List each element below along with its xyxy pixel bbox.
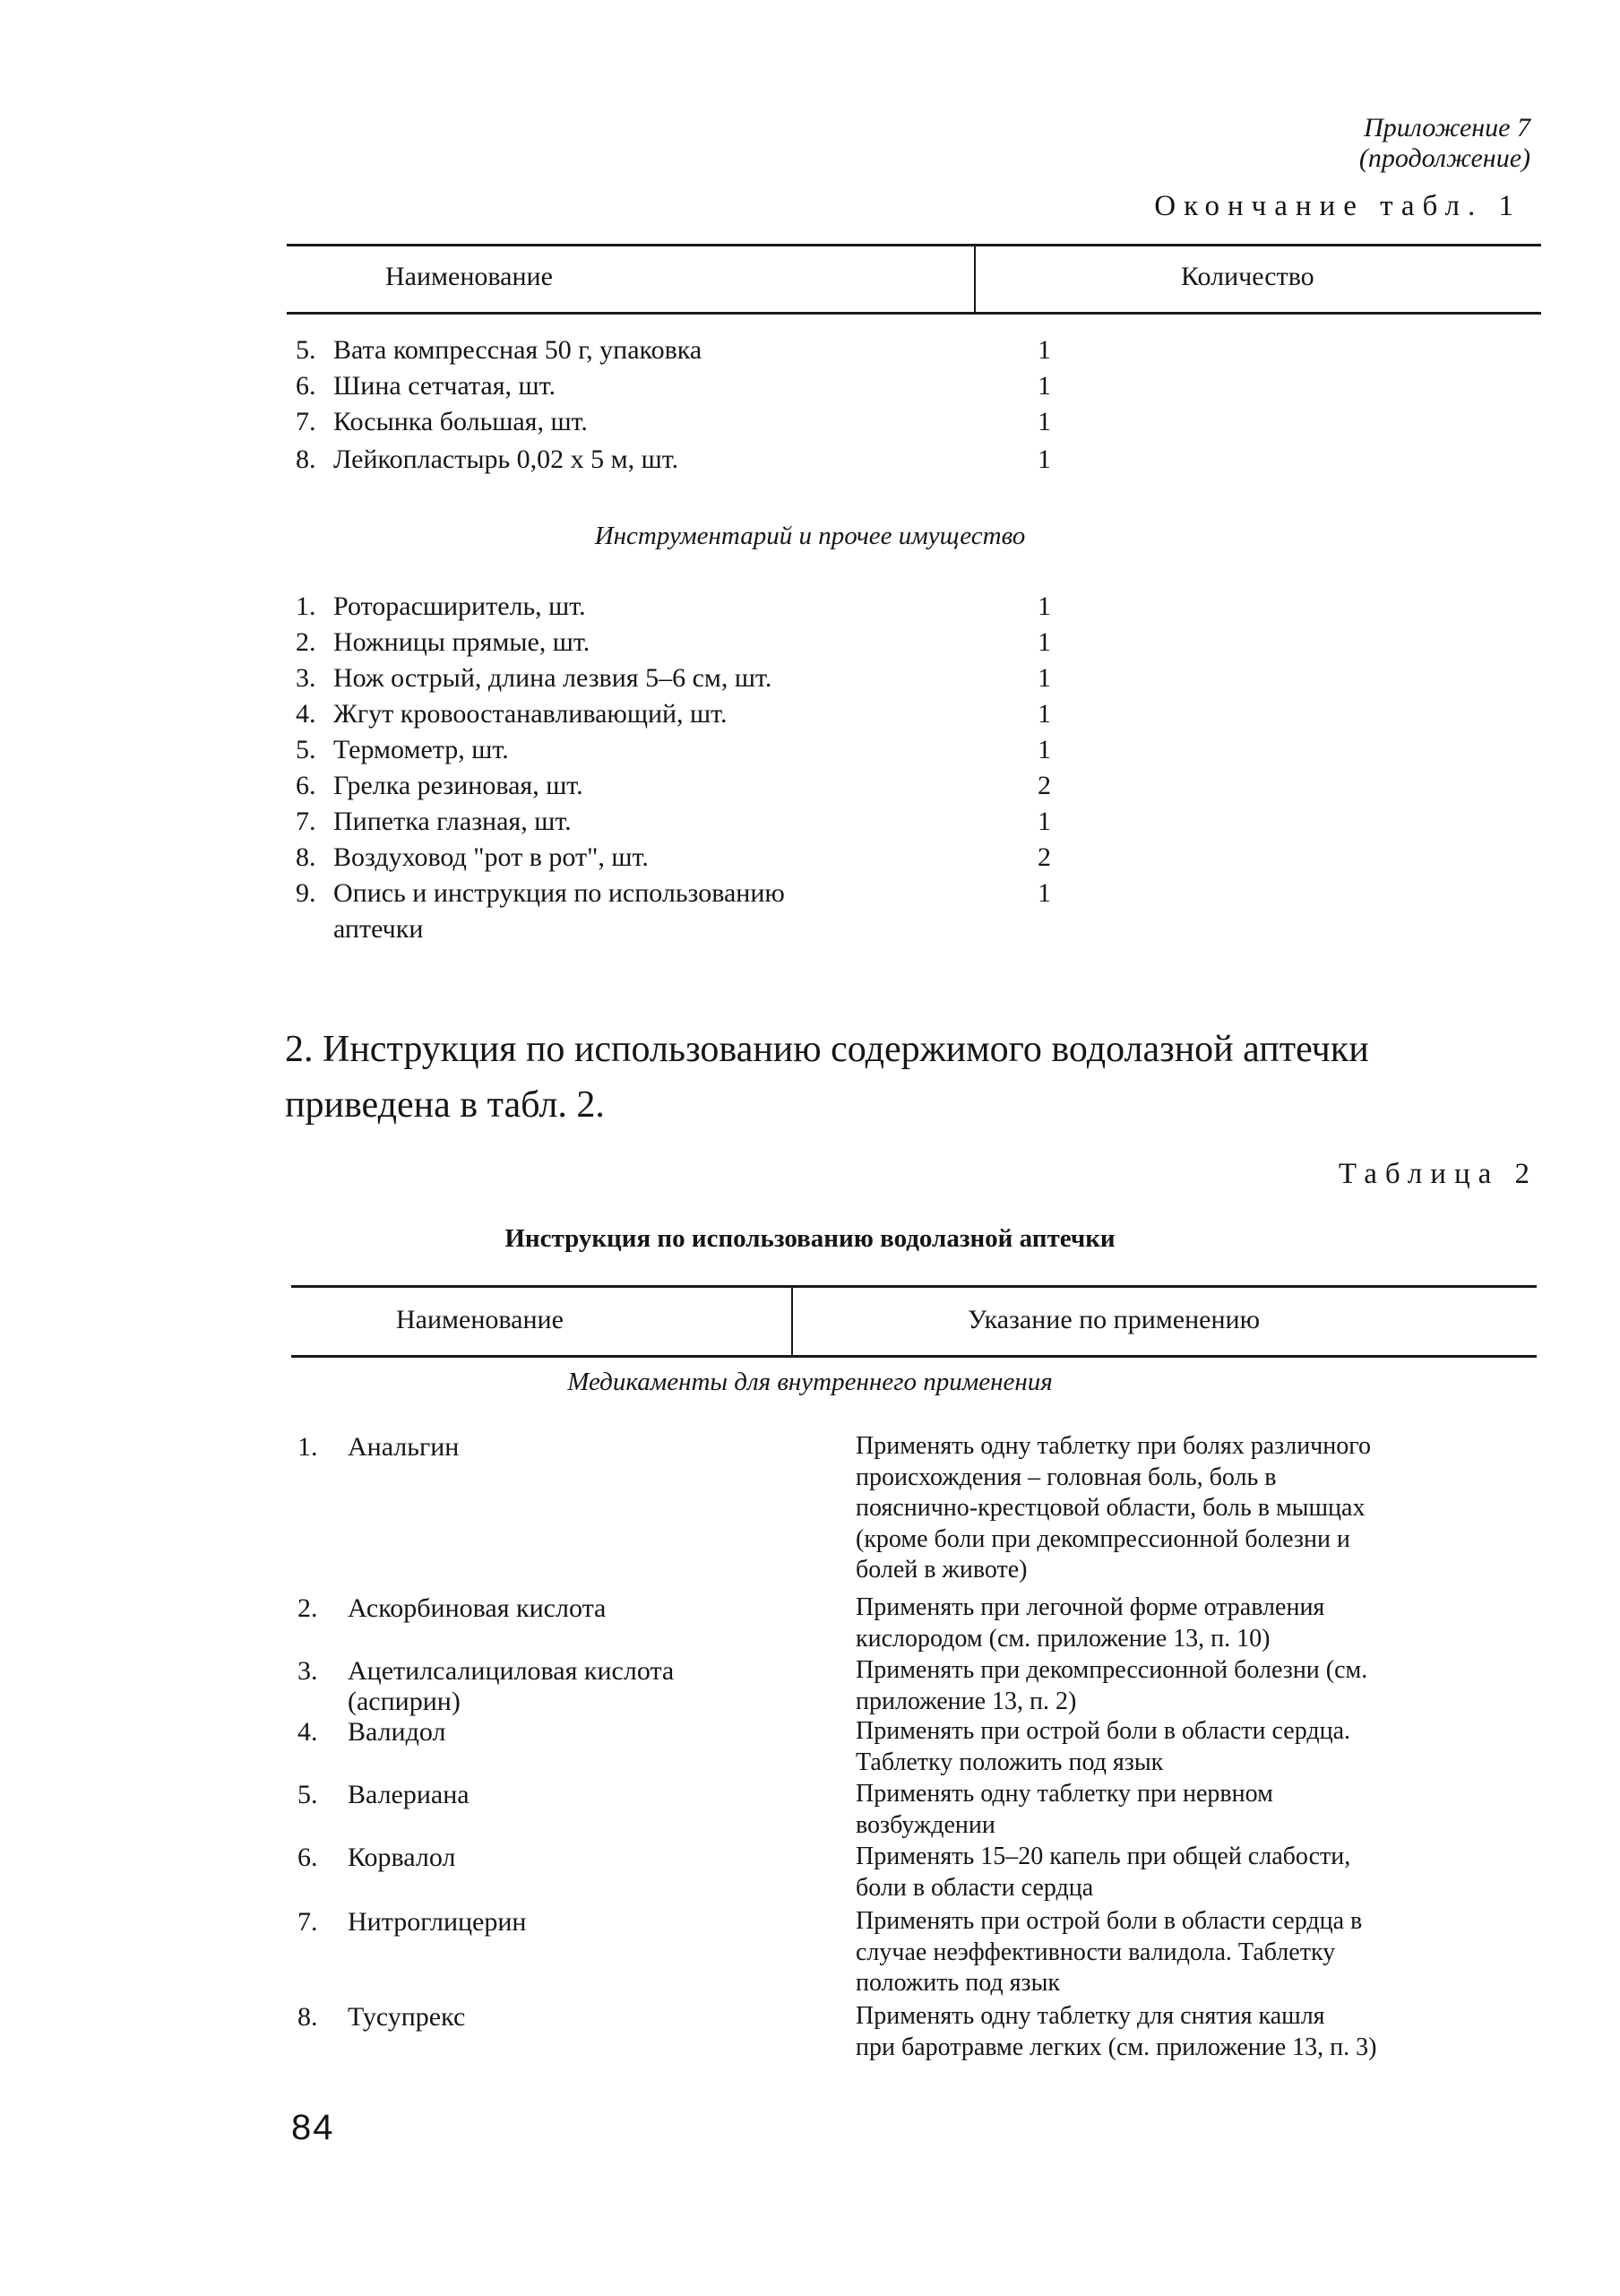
item-name: Лейкопластырь 0,02 х 5 м, шт. — [333, 445, 679, 474]
usage-instruction — [856, 1431, 1510, 1586]
instruction-line: возбуждении — [856, 1810, 995, 1839]
item-name: Роторасширитель, шт. — [333, 591, 586, 621]
item-quantity: 1 — [1038, 627, 1051, 657]
table2-col-instruction-header: Указание по применению — [968, 1305, 1260, 1334]
item-number: 7. — [296, 807, 316, 836]
table1-top-rule — [287, 244, 1541, 246]
body-paragraph: 2. Инструкция по использованию содержимого водолазной аптечки приведена в табл. 2. — [285, 1029, 1369, 1126]
instruction-line: Применять при острой боли в области сердца. — [856, 1717, 1351, 1745]
item-name: Воздуховод "рот в рот", шт. — [333, 842, 649, 872]
section-heading-medicaments: Медикаменты для внутреннего применения — [567, 1368, 1053, 1396]
usage-instruction — [856, 1593, 1510, 1654]
table1-column-divider — [974, 244, 976, 312]
item-quantity: 1 — [1038, 335, 1051, 365]
item-name: Нож острый, длина лезвия 5–6 см, шт. — [333, 663, 772, 693]
instruction-line: Применять одну таблетку при нервном — [856, 1780, 1273, 1808]
instruction-line: случае неэффективности валидола. Таблетку — [856, 1938, 1336, 1966]
appendix-label — [1359, 113, 1530, 174]
appendix-line-2: (продолжение) — [1358, 143, 1530, 173]
drug-name: Анальгин — [348, 1432, 460, 1462]
row-number: 6. — [297, 1843, 318, 1872]
item-number: 7. — [296, 407, 316, 436]
table2-title: Инструкция по использованию водолазной аптечки — [504, 1224, 1116, 1253]
usage-instruction — [856, 2001, 1510, 2063]
instruction-line: Применять одну таблетку для снятия кашля — [856, 2002, 1325, 2030]
item-number: 8. — [296, 445, 316, 474]
drug-name: Валидол — [348, 1717, 446, 1747]
item-name: Косынка большая, шт. — [333, 407, 588, 436]
section-heading-tools: Инструментарий и прочее имущество — [594, 522, 1026, 550]
table2-column-divider — [791, 1285, 793, 1357]
drug-name: Корвалол — [348, 1843, 456, 1872]
row-number: 5. — [297, 1780, 318, 1809]
item-name: Шина сетчатая, шт. — [333, 371, 556, 401]
instruction-line: Применять при декомпрессионной болезни (см. — [856, 1656, 1368, 1684]
table2-top-rule — [291, 1285, 1537, 1288]
item-quantity: 1 — [1038, 445, 1051, 474]
item-quantity: 1 — [1038, 371, 1051, 401]
item-quantity: 1 — [1038, 407, 1051, 436]
item-name-continuation: аптечки — [333, 914, 424, 944]
item-name: Жгут кровоостанавливающий, шт. — [333, 699, 728, 729]
drug-name: Аскорбиновая кислота — [348, 1593, 607, 1623]
instruction-line: положить под язык — [856, 1969, 1061, 1997]
item-quantity: 1 — [1038, 699, 1051, 729]
instruction-line: Применять при острой боли в области сердца в — [856, 1907, 1363, 1935]
table2-header-rule — [291, 1355, 1537, 1358]
item-quantity: 1 — [1038, 663, 1051, 693]
table1-end-caption: Окончание табл. 1 — [1154, 190, 1521, 222]
page-number: 84 — [291, 2108, 335, 2147]
drug-name: Нитроглицерин — [348, 1907, 527, 1937]
instruction-line: (кроме боли при декомпрессионной болезни и — [856, 1524, 1350, 1553]
table1-col-name-header: Наименование — [385, 262, 553, 291]
usage-instruction — [856, 1655, 1510, 1717]
usage-instruction — [856, 1716, 1510, 1778]
row-number: 7. — [297, 1907, 318, 1937]
item-number: 9. — [296, 878, 316, 908]
item-name: Опись и инструкция по использованию — [333, 878, 785, 908]
item-number: 8. — [296, 842, 316, 872]
drug-name: Ацетилсалициловая кислота — [348, 1656, 675, 1686]
instruction-line: Применять одну таблетку при болях различного — [856, 1432, 1372, 1460]
item-name: Термометр, шт. — [333, 735, 509, 764]
item-name: Грелка резиновая, шт. — [333, 771, 583, 800]
instruction-line: боли в области сердца — [856, 1873, 1094, 1902]
table1-header-rule — [287, 312, 1541, 315]
item-quantity: 2 — [1038, 842, 1051, 872]
item-number: 4. — [296, 699, 316, 729]
item-number: 6. — [296, 371, 316, 401]
row-number: 8. — [297, 2002, 318, 2032]
instruction-line: при баротравме легких (см. приложение 13, п. 3) — [856, 2033, 1377, 2061]
instruction-line: пояснично-крестцовой области, боль в мышцах — [856, 1494, 1366, 1522]
item-number: 5. — [296, 735, 316, 764]
instruction-line: болей в животе) — [856, 1556, 1028, 1584]
drug-name: Валериана — [348, 1780, 470, 1809]
item-name: Вата компрессная 50 г, упаковка — [333, 335, 702, 365]
drug-name: Тусупрекс — [348, 2002, 466, 2032]
item-number: 1. — [296, 591, 316, 621]
instruction-line: происхождения – головная боль, боль в — [856, 1463, 1277, 1491]
item-name: Ножницы прямые, шт. — [333, 627, 590, 657]
item-quantity: 1 — [1038, 591, 1051, 621]
item-quantity: 1 — [1038, 807, 1051, 836]
table2-caption: Таблица 2 — [1338, 1158, 1538, 1190]
drug-name-continuation: (аспирин) — [348, 1687, 461, 1716]
row-number: 2. — [297, 1593, 318, 1623]
item-number: 3. — [296, 663, 316, 693]
item-number: 6. — [296, 771, 316, 800]
instruction-line: приложение 13, п. 2) — [856, 1687, 1077, 1715]
usage-instruction — [856, 1842, 1510, 1903]
usage-instruction — [856, 1779, 1510, 1841]
instruction-line: Таблетку положить под язык — [856, 1748, 1164, 1776]
row-number: 3. — [297, 1656, 318, 1686]
instruction-line: кислородом (см. приложение 13, п. 10) — [856, 1624, 1271, 1653]
item-number: 5. — [296, 335, 316, 365]
row-number: 1. — [297, 1432, 318, 1462]
instruction-line: Применять при легочной форме отравления — [856, 1593, 1325, 1621]
table1-col-qty-header: Количество — [1181, 262, 1314, 291]
row-number: 4. — [297, 1717, 318, 1747]
item-quantity: 2 — [1038, 771, 1051, 800]
instruction-line: Применять 15–20 капель при общей слабости, — [856, 1843, 1351, 1870]
usage-instruction — [856, 1906, 1510, 1999]
table2-col-name-header: Наименование — [396, 1305, 564, 1334]
item-name: Пипетка глазная, шт. — [333, 807, 572, 836]
item-quantity: 1 — [1038, 735, 1051, 764]
appendix-line-1: Приложение 7 — [1364, 113, 1530, 142]
item-quantity: 1 — [1038, 878, 1051, 908]
item-number: 2. — [296, 627, 316, 657]
